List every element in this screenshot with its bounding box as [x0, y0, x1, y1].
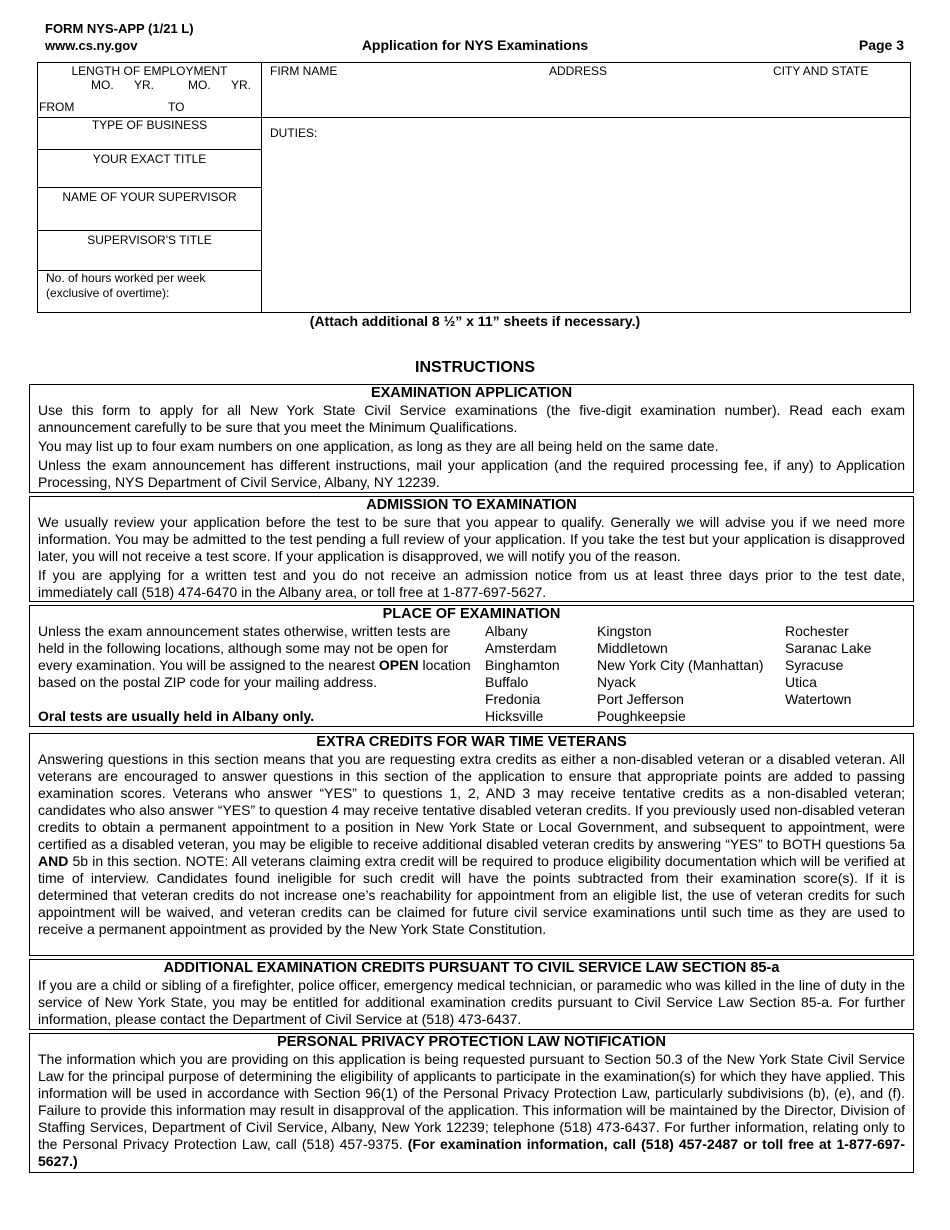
city-item: Utica — [785, 674, 817, 690]
section-privacy-notification — [29, 1033, 914, 1173]
city-item: Fredonia — [485, 691, 541, 707]
to-label: TO — [168, 100, 185, 114]
section-heading: PERSONAL PRIVACY PROTECTION LAW NOTIFICATION — [277, 1034, 666, 1050]
section-heading: EXAMINATION APPLICATION — [370, 385, 573, 401]
city-item: Nyack — [597, 674, 636, 690]
section-heading: EXTRA CREDITS FOR WAR TIME VETERANS — [316, 734, 627, 750]
firm-name-label: FIRM NAME — [270, 64, 338, 78]
to-year-label: YR. — [231, 78, 252, 92]
to-month-label: MO. — [188, 78, 211, 92]
section-place-of-examination — [29, 605, 914, 727]
paragraph: The information which you are providing on this application is being requested pursuant to Section 50.3 of the New York State Civil Service Law for the principal purpose of determining the eligibility of applicants to participate in the examination(s) for which they have applied. This information will be used in accordance with Section 96(1) of the Personal Privacy Protection Law, particularly subdivisions (b), (e), and (f). Failure to provide this information may result in disapproval of the application. This information will be maintained by the Director, Division of Staffing Services, Department of Civil Service, Albany, New York 12239; telephone (518) 473-6437. For further information, relating only to the Personal Privacy Protection Law, call (518) 457-9375. (For examination information, call (518) 457-2487 or toll free at 1-877-697-5627.) — [38, 1051, 906, 1169]
supervisor-title-label: SUPERVISOR'S TITLE — [87, 233, 212, 247]
section-admission — [29, 496, 914, 602]
paragraph: Answering questions in this section means that you are requesting extra credits as either a non-disabled veteran or a disabled veteran. All veterans are encouraged to answer questions in this section of the application to ensure that appropriate points are added to passing examination scores. Veterans who answer “YES” to questions 1, 2, AND 3 may receive tentative credits as a non-disabled veteran; candidates who also answer “YES” to question 4 may receive tentative disabled veteran credits. If you previously used non-disabled veteran credits to obtain a permanent appointment to a position in New York State or Local Government, and subsequent to appointment, were certified as a disabled veteran, you may be eligible to receive additional disabled veteran credits by answering “YES” to BOTH questions 5a AND 5b in this section. NOTE: All veterans claiming extra credit will be required to produce eligibility documentation which will be verified at time of interview. Candidates found ineligible for such credit will have the points subtracted from their examination score(s). If it is determined that veteran credits do not increase one’s reachability for appointment from an eligible list, the use of veteran credits for such appointment will be waived, and veteran credits can be claimed for future civil service examinations until such time as they are used to receive a permanent appointment as provided by the New York State Constitution. — [38, 751, 905, 937]
city-item: Middletown — [597, 640, 668, 656]
hours-per-week-label: No. of hours worked per week (exclusive of overtime): — [46, 271, 206, 300]
city-item: Syracuse — [785, 657, 844, 673]
section-85a-credits — [29, 959, 914, 1030]
from-year-label: YR. — [134, 78, 155, 92]
type-of-business-label: TYPE OF BUSINESS — [91, 118, 208, 132]
section-heading: ADMISSION TO EXAMINATION — [366, 497, 577, 513]
paragraph: If you are applying for a written test and you do not receive an admission notice from us at least three days prior to the test date, immediately call (518) 474-6470 in the Albany area, or toll free at 1-877-697-5627. — [38, 567, 905, 600]
form-title: Application for NYS Examinations — [361, 37, 589, 53]
section-veterans-credits — [29, 733, 914, 956]
paragraph: Unless the exam announcement has different instructions, mail your application (and the required processing fee, if any) to Application Processing, NYS Department of Civil Service, Albany, NY 12239. — [38, 457, 905, 490]
city-item: Buffalo — [485, 674, 529, 690]
paragraph: Use this form to apply for all New York State Civil Service examinations (the five-digit examination number). Read each exam announcement carefully to be sure that you meet the Minimum Qualifications. — [38, 402, 905, 435]
duties-label: DUTIES: — [270, 126, 318, 140]
city-item: Amsterdam — [485, 640, 557, 656]
from-label: FROM — [39, 100, 75, 114]
city-item: Port Jefferson — [597, 691, 684, 707]
city-item: Binghamton — [485, 657, 560, 673]
city-item: Poughkeepsie — [597, 708, 686, 724]
place-description: Unless the exam announcement states otherwise, written tests are held in the following locations, although some may not be open for every examination. You will be assigned to the nearest OPEN location based on the postal ZIP code for your mailing address. — [38, 623, 471, 690]
paragraph: You may list up to four exam numbers on one application, as long as they are all being held on the same date. — [38, 438, 719, 454]
oral-tests-note: Oral tests are usually held in Albany only. — [38, 708, 315, 724]
section-exam-application — [29, 384, 914, 493]
city-item: Albany — [485, 623, 528, 639]
city-item: Rochester — [785, 623, 849, 639]
attach-sheets-note: (Attach additional 8 ½” x 11” sheets if necessary.) — [309, 313, 641, 329]
section-heading: PLACE OF EXAMINATION — [382, 606, 561, 622]
city-state-label: CITY AND STATE — [773, 64, 869, 78]
city-item: Hicksville — [485, 708, 544, 724]
city-item: New York City (Manhattan) — [597, 657, 764, 673]
city-item: Watertown — [785, 691, 852, 707]
city-item: Saranac Lake — [785, 640, 872, 656]
city-item: Kingston — [597, 623, 652, 639]
instructions-title: INSTRUCTIONS — [415, 359, 535, 376]
website: www.cs.ny.gov — [45, 38, 138, 53]
paragraph: If you are a child or sibling of a firefighter, police officer, emergency medical technician, or paramedic who was killed in the line of duty in the service of New York State, you may be entitled for additional examination credits pursuant to Civil Service Law Section 85-a. For further information, please contact the Department of Civil Service at (518) 473-6437. — [38, 977, 905, 1027]
paragraph: We usually review your application before the test to be sure that you appear to qualify. Generally we will advise you if we need more information. You may be admitted to the test pending a full review of your application. If you take the test but your application is disapproved later, you will not receive a test score. If your application is disapproved, we will notify you of the reason. — [38, 514, 905, 564]
from-month-label: MO. — [91, 78, 114, 92]
exact-title-label: YOUR EXACT TITLE — [92, 152, 207, 166]
form-id: FORM NYS-APP (1/21 L) — [45, 21, 194, 36]
page-number: Page 3 — [858, 37, 904, 53]
supervisor-name-label: NAME OF YOUR SUPERVISOR — [62, 190, 237, 204]
employment-table — [37, 62, 911, 313]
section-heading: ADDITIONAL EXAMINATION CREDITS PURSUANT TO CIVIL SERVICE LAW SECTION 85-a — [163, 960, 780, 976]
address-label: ADDRESS — [549, 64, 608, 78]
length-of-employment-label: LENGTH OF EMPLOYMENT — [71, 64, 228, 78]
